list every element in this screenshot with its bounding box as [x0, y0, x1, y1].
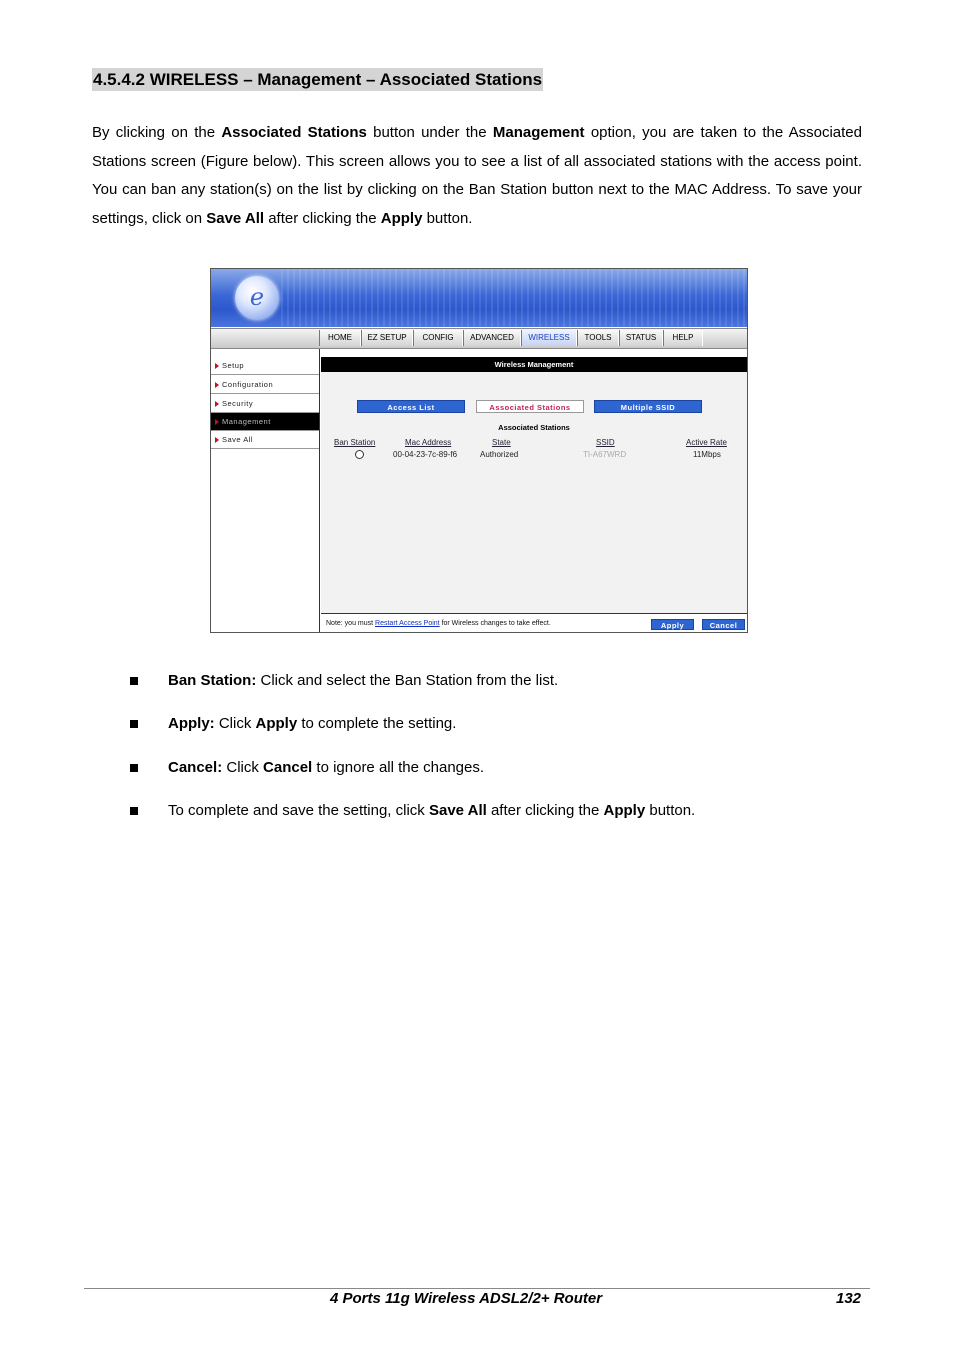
tab-multiple-ssid[interactable]: Multiple SSID — [594, 400, 702, 413]
logo-letter: e — [249, 283, 265, 311]
intro-bold-apply: Apply — [380, 210, 423, 228]
nav-wireless[interactable]: WIRELESS — [521, 330, 577, 346]
banner-decoration — [281, 269, 747, 327]
arrow-right-icon — [215, 419, 219, 425]
tab-associated-stations[interactable]: Associated Stations — [476, 400, 584, 413]
section-heading: 4.5.4.2 WIRELESS – Management – Associated Stations — [93, 70, 543, 89]
arrow-right-icon — [215, 437, 219, 443]
brand-logo-icon — [235, 276, 279, 320]
footer-divider — [84, 1288, 870, 1289]
intro-text-5: button. — [422, 210, 473, 228]
bullet-desc: Click — [214, 715, 256, 732]
sidebar-label: Management — [222, 417, 271, 426]
intro-bold-save-all: Save All — [206, 210, 265, 228]
station-ssid: TI-A67WRD — [583, 450, 627, 459]
intro-text-2: button under the — [366, 124, 493, 141]
bullet-bold: Apply — [255, 715, 298, 732]
bullet-desc-2: to complete the setting. — [297, 715, 457, 732]
bullet-text — [168, 671, 558, 691]
intro-paragraph — [92, 119, 862, 234]
bullet-term: Apply: — [168, 715, 215, 732]
header-banner — [211, 269, 747, 327]
intro-bold-management: Management — [492, 124, 585, 141]
note-text-1: Note: you must — [326, 620, 376, 627]
bullet-term: Ban Station: — [168, 672, 257, 689]
intro-text-1: By clicking on the — [92, 124, 222, 141]
sidebar-item-security[interactable] — [211, 395, 319, 413]
bullet-desc: Click — [222, 759, 264, 776]
bullet-text — [168, 758, 484, 778]
intro-bold-associated-stations: Associated Stations — [221, 124, 367, 141]
sidebar-item-save-all[interactable] — [211, 431, 319, 449]
bullet-text — [168, 801, 695, 821]
square-bullet-icon — [130, 807, 138, 815]
top-nav-bar — [211, 328, 747, 349]
column-header-ssid: SSID — [596, 438, 615, 447]
restart-access-point-link[interactable]: Restart Access Point — [375, 620, 440, 627]
column-header-ban-station: Ban Station — [334, 438, 376, 447]
ban-station-radio[interactable] — [355, 450, 364, 459]
bullet-desc: To complete and save the setting, click — [168, 802, 429, 819]
column-header-active-rate: Active Rate — [686, 438, 727, 447]
arrow-right-icon — [215, 382, 219, 388]
tab-access-list[interactable]: Access List — [357, 400, 465, 413]
nav-tools[interactable]: TOOLS — [577, 330, 619, 346]
router-screenshot-figure — [210, 268, 748, 633]
content-title: Wireless Management — [321, 357, 747, 372]
bullet-desc-2: after clicking the — [486, 802, 604, 819]
intro-text-4: after clicking the — [264, 210, 381, 228]
cancel-button[interactable]: Cancel — [702, 619, 745, 630]
bullet-term: Cancel: — [168, 759, 223, 776]
nav-help[interactable]: HELP — [663, 330, 703, 346]
bullet-desc-2: to ignore all the changes. — [312, 759, 485, 776]
footer-product-title: 4 Ports 11g Wireless ADSL2/2+ Router — [330, 1290, 603, 1307]
nav-status[interactable]: STATUS — [619, 330, 663, 346]
sidebar-item-management[interactable] — [211, 413, 319, 431]
nav-home[interactable]: HOME — [319, 330, 361, 346]
arrow-right-icon — [215, 363, 219, 369]
station-mac-address: 00-04-23-7c-89-f6 — [393, 450, 458, 459]
bullet-desc: Click and select the Ban Station from the list. — [256, 672, 559, 689]
bullet-bold-apply: Apply — [603, 802, 646, 819]
bullet-bold-save-all: Save All — [428, 802, 487, 819]
square-bullet-icon — [130, 764, 138, 772]
nav-ez-setup[interactable]: EZ SETUP — [361, 330, 413, 346]
footer-page-number: 132 — [836, 1290, 862, 1307]
nav-config[interactable]: CONFIG — [413, 330, 463, 346]
apply-button[interactable]: Apply — [651, 619, 694, 630]
sidebar-label: Save All — [222, 435, 254, 444]
bullet-desc-3: button. — [645, 802, 696, 819]
content-panel — [321, 357, 747, 633]
station-active-rate: 11Mbps — [693, 450, 721, 459]
sidebar-item-configuration[interactable] — [211, 376, 319, 394]
column-header-state: State — [492, 438, 511, 447]
content-footer — [321, 613, 747, 633]
associated-stations-title: Associated Stations — [498, 423, 570, 432]
bullet-bold: Cancel — [263, 759, 313, 776]
sidebar-label: Setup — [222, 361, 245, 370]
sidebar-item-setup[interactable] — [211, 357, 319, 375]
left-sidebar — [211, 349, 320, 633]
intro-text-3: option, you are taken to the Associated Stations screen (Figure below). This screen allows you to see a list of all associated stations with the access point. You can ban any station(s) on the list by clicking on the Ban Station button next to the MAC Address. To save your settings, click on — [92, 124, 862, 228]
sidebar-label: Configuration — [222, 380, 274, 389]
arrow-right-icon — [215, 401, 219, 407]
restart-note — [326, 620, 551, 627]
column-header-mac-address: Mac Address — [405, 438, 452, 447]
note-text-2: for Wireless changes to take effect. — [439, 620, 551, 627]
sidebar-label: Security — [222, 399, 254, 408]
station-state: Authorized — [480, 450, 519, 459]
square-bullet-icon — [130, 720, 138, 728]
bullet-text — [168, 714, 456, 734]
nav-advanced[interactable]: ADVANCED — [463, 330, 521, 346]
square-bullet-icon — [130, 677, 138, 685]
